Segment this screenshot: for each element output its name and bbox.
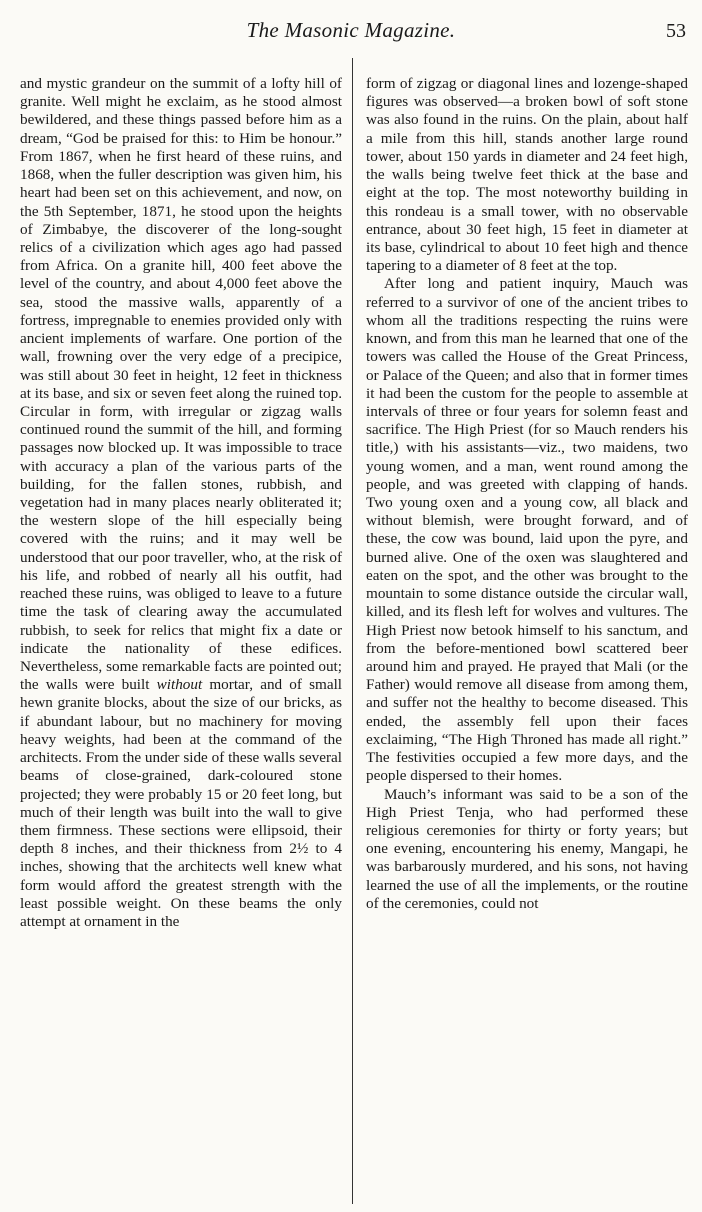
right-paragraph-3: Mauch’s informant was said to be a son of the High Priest Tenja, who had performed these religious ceremonies for thirty or forty years; but one evening, encountering his enemy, Mangapi, he was barbarously murdered, and his sons, not having learned the use of all the implements, or the routine of the ceremonies, could not	[366, 785, 688, 912]
left-paragraph-1-rest: mortar, and of small hewn granite blocks, about the size of our bricks, as if abundant labour, but no machinery for moving heavy weights, had been at the command of the architects. From the under side of these walls several beams of close-grained, dark-coloured stone projected; they were probably 15 or 20 feet long, but much of their length was built into the wall to give them firmness. These sections were ellipsoid, their depth 8 inches, and their thickness from 2½ to 4 inches, showing that the architects well knew what form would afford the greatest strength with the least possible weight. On these beams the only attempt at ornament in the	[20, 676, 343, 931]
page-header	[0, 0, 702, 50]
left-paragraph-1	[20, 75, 342, 931]
right-paragraph-1: form of zigzag or diagonal lines and lozenge-shaped figures was observed—a broken bowl of soft stone was also found in the ruins. On the plain, about half a mile from this hill, stands another large round tower, about 150 yards in diameter and 24 feet high, the walls being twelve feet thick at the base and eight at the top. The most noteworthy building in this rondeau is a small tower, with no observable entrance, about 30 feet high, 15 feet in diameter at its base, cylindrical to about 10 feet high and thence tapering to a diameter of 8 feet at the top.	[366, 75, 688, 275]
column-divider	[352, 58, 353, 1204]
left-paragraph-1-text: and mystic grandeur on the summit of a lofty hill of granite. Well might he exclaim, as he stood almost bewildered, and these things passed before him as a dream, “God be praised for this: to Him be honour.” From 1867, when he first heard of these ruins, and 1868, when the fuller description was given him, his heart had been set on this achievement, and now, on the 5th September, 1871, he stood upon the heights of Zimbabye, the discoverer of the long-sought relics of a civilization which ages ago had passed from Africa. On a granite hill, 400 feet above the level of the country, and about 4,000 feet above the sea, stood the massive walls, apparently of a fortress, impregnable to enemies provided only with ancient implements of warfare. One portion of the wall, frowning over the very edge of a precipice, was still about 30 feet in height, 12 feet in thickness at its base, and six or seven feet along the ruined top. Circular in form, with irregular or zigzag walls continued round the summit of the hill, and forming passages now blocked up. It was impossible to trace with accuracy a plan of the various parts of the building, for the fallen stones, rubbish, and vegetation had in many places nearly obliterated it; the western slope of the hill especially being covered with the ruins; and it may well be understood that our poor traveller, who, at the risk of his life, and robbed of nearly all his outfit, had reached these ruins, was obliged to leave to a future time the task of clearing away the accumulated rubbish, to seek for relics that might fix a date or indicate the nationality of these edifices. Nevertheless, some remarkable facts are pointed out; the walls were built	[20, 75, 342, 694]
emphasis-without: without	[156, 676, 203, 694]
right-column	[366, 75, 688, 913]
page-number: 53	[666, 20, 686, 42]
right-paragraph-2: After long and patient inquiry, Mauch was referred to a survivor of one of the ancient tribes to whom all the traditions respecting the ruins were known, and from this man he learned that one of the towers was called the House of the Great Princess, or Palace of the Queen; and also that in former times it had been the custom for the people to assemble at intervals of three or four years for solemn feast and sacrifice. The High Priest (for so Mauch renders his title,) with his assistants—viz., two maidens, two young women, and a man, went round among the people, and was greeted with clapping of hands. Two young oxen and a young cow, all black and without blemish, were brought forward, and of these, the cow was bound, laid upon the pyre, and burned alive. One of the oxen was slaughtered and eaten on the spot, and the other was brought to the mountain to some distance outside the circular wall, killed, and its flesh left for wolves and vultures. The High Priest now betook himself to his sanctum, and from the before-mentioned bowl scattered beer around him and prayed. He prayed that Mali (or the Father) would remove all disease from among them, and suffer not the healthy to become diseased. This ended, the assembly fell upon their faces exclaiming, “The High Throned has made all right.” The festivities occupied a few more days, and the people dispersed to their homes.	[366, 275, 688, 785]
left-column	[20, 75, 342, 931]
magazine-title: The Masonic Magazine.	[246, 18, 456, 42]
